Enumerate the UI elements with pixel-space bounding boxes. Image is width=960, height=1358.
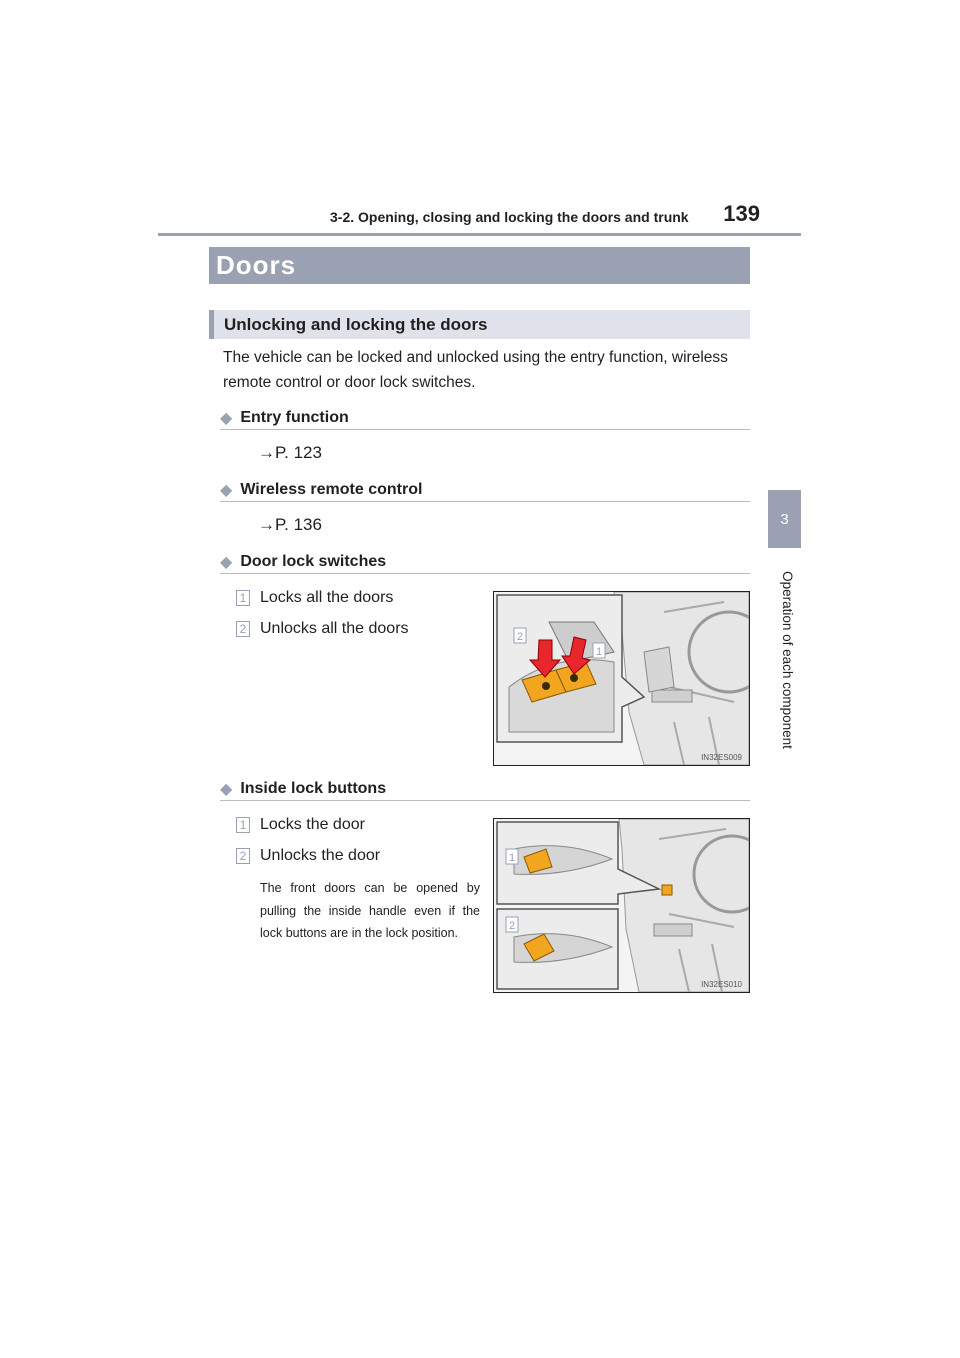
list-item [236,847,380,865]
inside-lock-button-figure [493,818,750,993]
chapter-label: Operation of each component [780,571,795,749]
figure-callout-1: 1 [595,646,603,658]
page-reference-text: P. 136 [275,515,322,534]
page-reference-text: P. 123 [275,443,322,462]
list-item-text: Locks all the doors [260,589,394,606]
subsection-heading: Unlocking and locking the doors [209,310,750,339]
callout-number: 2 [236,848,250,864]
section-heading-text: Wireless remote control [240,481,423,498]
list-item [236,816,365,834]
figure-callout-2: 2 [516,631,524,643]
page-number: 139 [723,201,760,226]
section-heading-inside-lock-buttons [220,778,750,801]
callout-number: 1 [236,590,250,606]
diamond-icon: ◆ [220,482,233,499]
chapter-number: 3 [780,510,789,528]
section-heading-door-lock-switches [220,551,750,574]
diamond-icon: ◆ [220,410,233,427]
diamond-icon: ◆ [220,781,233,798]
section-heading-text: Inside lock buttons [240,780,387,797]
list-item-text: Locks the door [260,816,365,833]
figure-code: IN32ES010 [701,980,742,989]
callout-number: 2 [236,621,250,637]
section-heading-text: Entry function [240,409,349,426]
callout-number: 1 [236,817,250,833]
list-item-text: Unlocks the door [260,847,381,864]
header-divider [158,233,801,236]
list-item [236,589,393,607]
page-title: Doors [209,247,750,284]
diamond-icon: ◆ [220,554,233,571]
section-heading-wireless-remote [220,479,750,502]
list-item-text: Unlocks all the doors [260,620,409,637]
figure-callout-2: 2 [508,920,516,932]
section-heading-entry-function [220,407,750,430]
section-heading-text: Door lock switches [240,553,387,570]
figure-callout-1: 1 [508,852,516,864]
running-header: 3-2. Opening, closing and locking the doors and trunk [330,209,689,225]
list-item [236,620,409,638]
page-reference[interactable] [258,515,322,535]
chapter-tab [768,490,801,548]
arrow-right-icon: → [258,515,275,534]
note-text: The front doors can be opened by pulling the inside handle even if the lock buttons are in the lock position. [260,881,480,940]
door-lock-switch-figure [493,591,750,766]
arrow-right-icon: → [258,443,275,462]
intro-paragraph: The vehicle can be locked and unlocked using the entry function, wireless remote control or door lock switches. [223,349,728,391]
page-reference[interactable] [258,443,322,463]
figure-code: IN32ES009 [701,753,742,762]
